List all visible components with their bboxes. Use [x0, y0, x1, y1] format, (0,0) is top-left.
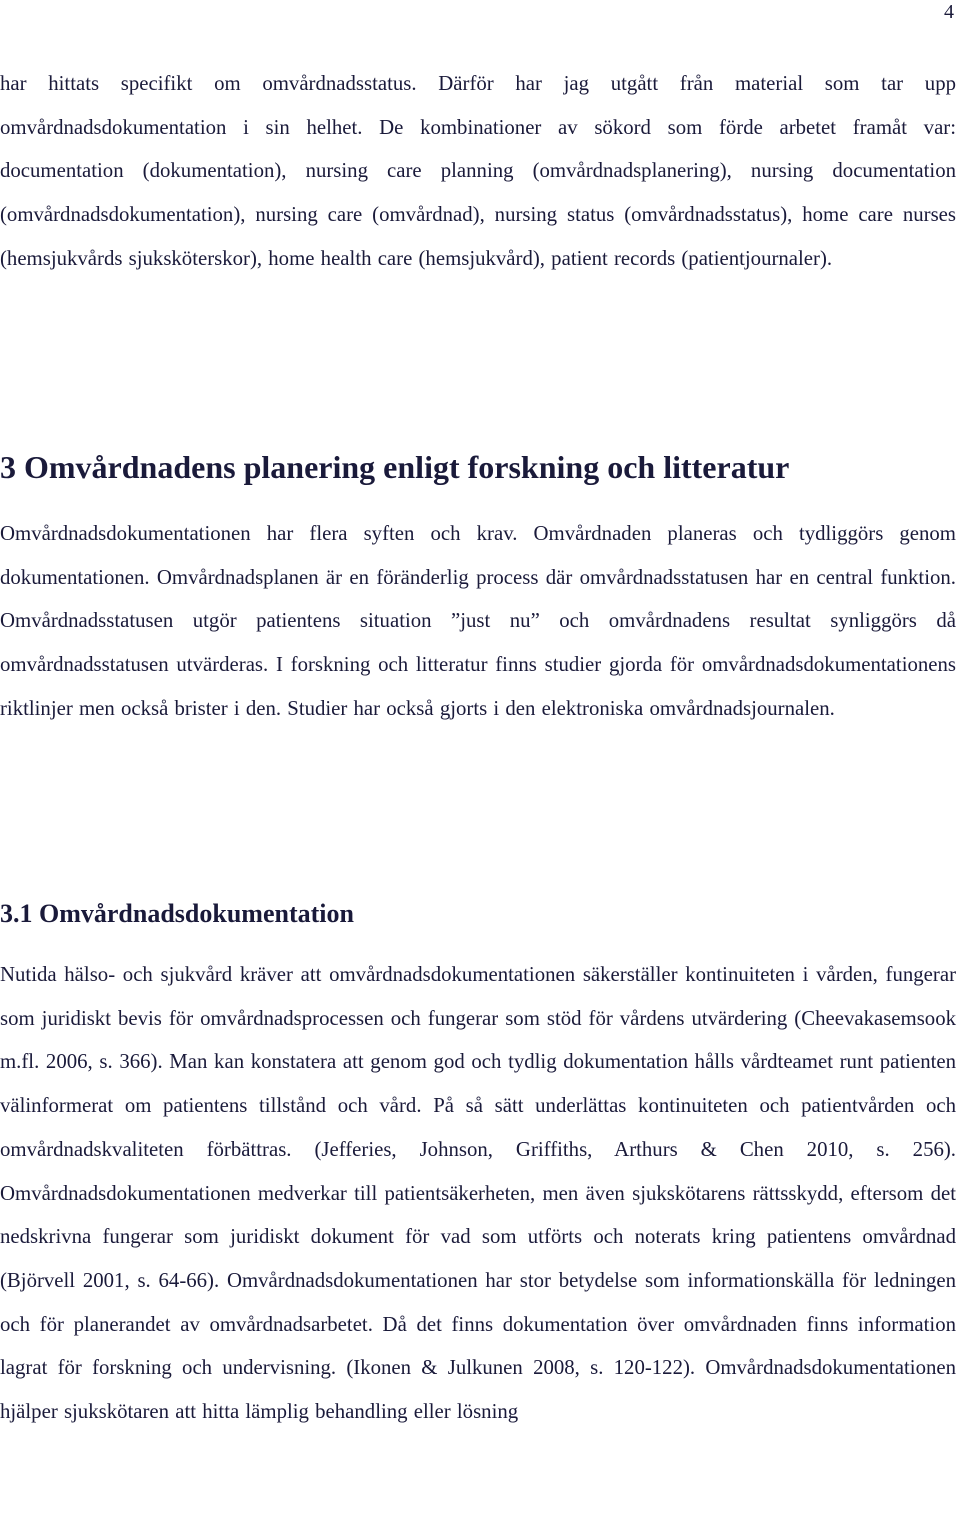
intro-paragraph: har hittats specifikt om omvårdnadsstatus. Därför har jag utgått från material som tar upp omvårdnadsdokumentation i sin helhet. De kombinationer av sökord som förde arbetet framåt var: documentation (dokumentation), nursing care planning (omvårdnadsplanering), nursing documentation (omvårdnadsdokumentation), nursing care (omvårdnad), nursing status (omvårdnadsstatus), home care nurses (hemsjukvårds sjuksköterskor), home health care (hemsjukvård), patient records (patientjournaler). — [0, 72, 956, 270]
section-3-1-paragraph: Nutida hälso- och sjukvård kräver att omvårdnadsdokumentationen säkerställer kontinuiteten i vården, fungerar som juridiskt bevis för omvårdnadsprocessen och fungerar som stöd för vårdens utvärdering (Cheevakasemsook m.fl. 2006, s. 366). Man kan konstatera att genom god och tydlig dokumentation hålls vårdteamet runt patienten välinformerat om patientens tillstånd och vård. På så sätt underlättas kontinuiteten och patientvården och omvårdnadskvaliteten förbättras. (Jefferies, Johnson, Griffiths, Arthurs & Chen 2010, s. 256). Omvårdnadsdokumentationen medverkar till patientsäkerheten, men även sjukskötarens rättsskydd, eftersom det nedskrivna fungerar som juridiskt dokument för vad som utförts och noterats kring patientens omvårdnad (Björvell 2001, s. 64-66). Omvårdnadsdokumentationen har stor betydelse som informationskälla för ledningen och för planerandet av omvårdnadsarbetet. Då det finns dokumentation över omvårdnaden finns information lagrat för forskning och undervisning. (Ikonen & Julkunen 2008, s. 120-122). Omvårdnadsdokumentationen hjälper sjukskötaren att hitta lämplig behandling eller lösning — [0, 963, 956, 1424]
page-number: 4 — [944, 1, 954, 23]
section-3-1-heading: 3.1 Omvårdnadsdokumentation — [0, 899, 354, 928]
section-3-heading: 3 Omvårdnadens planering enligt forskning och litteratur — [0, 449, 790, 485]
section-3-paragraph: Omvårdnadsdokumentationen har flera syften och krav. Omvårdnaden planeras och tydliggörs genom dokumentationen. Omvårdnadsplanen är en föränderlig process där omvårdnadsstatusen har en central funktion. Omvårdnadsstatusen utgör patientens situation ”just nu” och omvårdnadens resultat synliggörs då omvårdnadsstatusen utvärderas. I forskning och litteratur finns studier gjorda för omvårdnadsdokumentationens riktlinjer men också brister i den. Studier har också gjorts i den elektroniska omvårdnadsjournalen. — [0, 522, 956, 720]
